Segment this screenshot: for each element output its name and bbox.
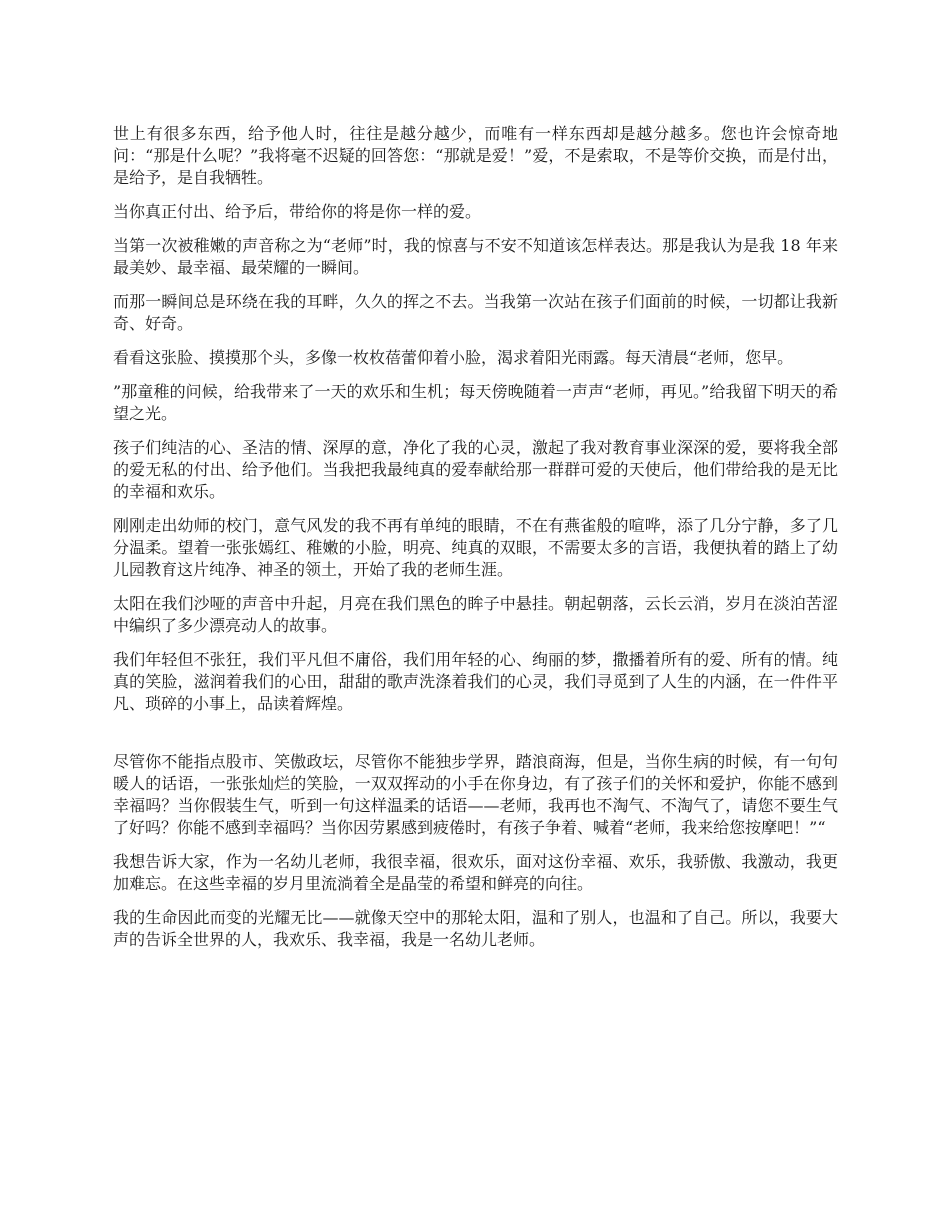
paragraph-13: 我的生命因此而变的光耀无比——就像天空中的那轮太阳，温和了别人，也温和了自己。所以，我要大声的告诉全世界的人，我欢乐、我幸福，我是一名幼儿老师。 bbox=[113, 908, 838, 949]
paragraph-7: 孩子们纯洁的心、圣洁的情、深厚的意，净化了我的心灵，激起了我对教育事业深深的爱，要将我全部的爱无私的付出、给予他们。当我把我最纯真的爱奉献给那一群群可爱的天使后，他们带给我的是无比的幸福和欢乐。 bbox=[113, 438, 838, 501]
paragraph-11: 尽管你不能指点股市、笑傲政坛，尽管你不能独步学界，踏浪商海，但是，当你生病的时候，有一句句暖人的话语，一张张灿烂的笑脸，一双双挥动的小手在你身边，有了孩子们的关怀和爱护，你能不感到幸福吗？当你假装生气，听到一句这样温柔的话语——老师，我再也不淘气、不淘气了，请您不要生气了好吗？你能不感到幸福吗？当你因劳累感到疲倦时，有孩子争着、喊着“老师，我来给您按摩吧！”“ bbox=[113, 752, 838, 837]
paragraph-8: 刚刚走出幼师的校门，意气风发的我不再有单纯的眼睛，不在有燕雀般的喧哗，添了几分宁静，多了几分温柔。望着一张张嫣红、稚嫩的小脸，明亮、纯真的双眼，不需要太多的言语，我便执着的踏上了幼儿园教育这片纯净、神圣的领土，开始了我的老师生涯。 bbox=[113, 516, 838, 579]
paragraph-1: 世上有很多东西，给予他人时，往往是越分越少，而唯有一样东西却是越分越多。您也许会惊奇地问：“那是什么呢？”我将毫不迟疑的回答您：“那就是爱！”爱，不是索取，不是等价交换，而是付出，是给予，是自我牺牲。 bbox=[113, 124, 838, 187]
paragraph-5: 看看这张脸、摸摸那个头，多像一枚枚蓓蕾仰着小脸，渴求着阳光雨露。每天清晨“老师，您早。 bbox=[113, 348, 794, 367]
paragraph-10: 我们年轻但不张狂，我们平凡但不庸俗，我们用年轻的心、绚丽的梦，撒播着所有的爱、所有的情。纯真的笑脸，滋润着我们的心田，甜甜的歌声洗涤着我们的心灵，我们寻觅到了人生的内涵，在一件件平凡、琐碎的小事上，品读着辉煌。 bbox=[113, 650, 838, 713]
paragraph-3: 当第一次被稚嫩的声音称之为“老师”时，我的惊喜与不安不知道该怎样表达。那是我认为是我 18 年来最美妙、最幸福、最荣耀的一瞬间。 bbox=[113, 236, 838, 277]
paragraph-12: 我想告诉大家，作为一名幼儿老师，我很幸福，很欢乐，面对这份幸福、欢乐，我骄傲、我激动，我更加难忘。在这些幸福的岁月里流淌着全是晶莹的希望和鲜亮的向往。 bbox=[113, 852, 838, 893]
document-page bbox=[113, 123, 838, 963]
paragraph-4: 而那一瞬间总是环绕在我的耳畔，久久的挥之不去。当我第一次站在孩子们面前的时候，一切都让我新奇、好奇。 bbox=[113, 292, 838, 333]
paragraph-2: 当你真正付出、给予后，带给你的将是你一样的爱。 bbox=[113, 202, 482, 221]
paragraph-6: ”那童稚的问候，给我带来了一天的欢乐和生机；每天傍晚随着一声声“老师，再见。”给我留下明天的希望之光。 bbox=[113, 382, 838, 423]
paragraph-9: 太阳在我们沙哑的声音中升起，月亮在我们黑色的眸子中悬挂。朝起朝落，云长云消，岁月在淡泊苦涩中编织了多少漂亮动人的故事。 bbox=[113, 594, 838, 635]
